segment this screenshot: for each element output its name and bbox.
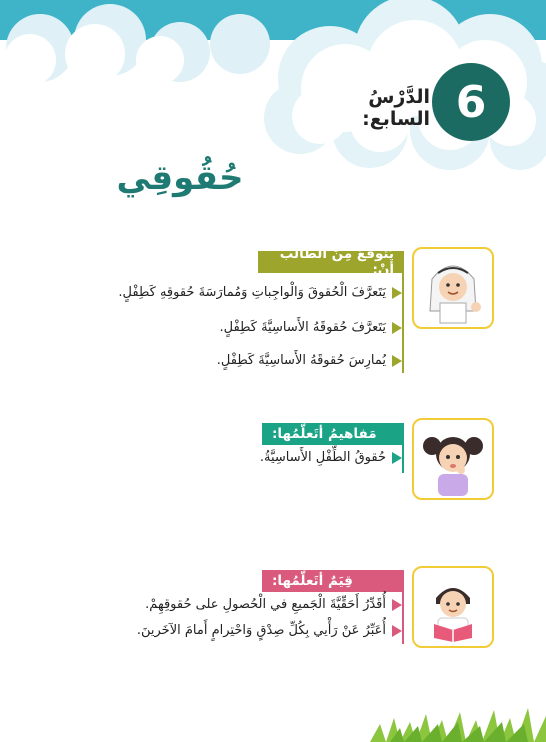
bullet-icon [392,599,402,611]
avatar-boy-reading [412,566,494,648]
grass-decoration [370,700,546,742]
avatar-boy-ghutra [412,247,494,329]
concept-text: حُقوقُ الطِّفْلِ الأَساسِيَّةُ. [259,450,386,465]
section-title-objectives: يَتوقَّعُ مِنَ الطَّالب أنْ: [258,251,404,273]
value-text: أُقَدِّرُ أَحَقِّيَّةَ الْجَميعِ في الْحُصولِ على حُقوقِهِمْ. [145,597,386,612]
objective-item-2 [220,320,402,335]
boy-reading-icon [414,568,492,646]
lesson-title: حُقُوقِي [116,158,244,198]
section-title-values: قِيَمٌ أتَعلَّمُها: [262,570,404,592]
bullet-icon [392,322,402,334]
section-title-concepts: مَفاهيمُ أتَعلَّمُها: [262,423,404,445]
objective-text: يَتَعرَّفَ حُقوقَهُ الأَساسِيَّةَ كَطِفْلٍ. [219,320,386,335]
objective-item-3 [217,353,402,368]
objective-text: يَتَعرَّفَ الْحُقوقَ وَالْواجِباتِ وَمُمارَسَةَ حُقوقِهِ كَطِفْلٍ. [118,285,386,300]
values-divider [402,592,404,644]
objective-item-1 [118,285,402,300]
concept-item-1 [260,450,402,465]
bullet-icon [392,287,402,299]
bullet-icon [392,355,402,367]
bullet-icon [392,452,402,464]
lesson-number-badge: 6 [432,63,510,141]
lesson-label: الدَّرْسُ السابع: [362,86,430,130]
objective-text: يُمارِسَ حُقوقَهُ الأَساسِيَّةَ كَطِفْلٍ. [216,353,386,368]
girl-thinking-icon [414,420,492,498]
avatar-girl-thinking [412,418,494,500]
bullet-icon [392,625,402,637]
boy-ghutra-icon [414,249,492,327]
objectives-divider [402,273,404,373]
value-item-2 [137,623,402,638]
value-text: أُعَبِّرُ عَنْ رَأْيي بِكُلِّ صِدْقٍ وَاحْتِرامٍ أَمامَ الآخَرينَ. [136,623,386,638]
value-item-1 [145,597,402,612]
concepts-divider [402,445,404,473]
